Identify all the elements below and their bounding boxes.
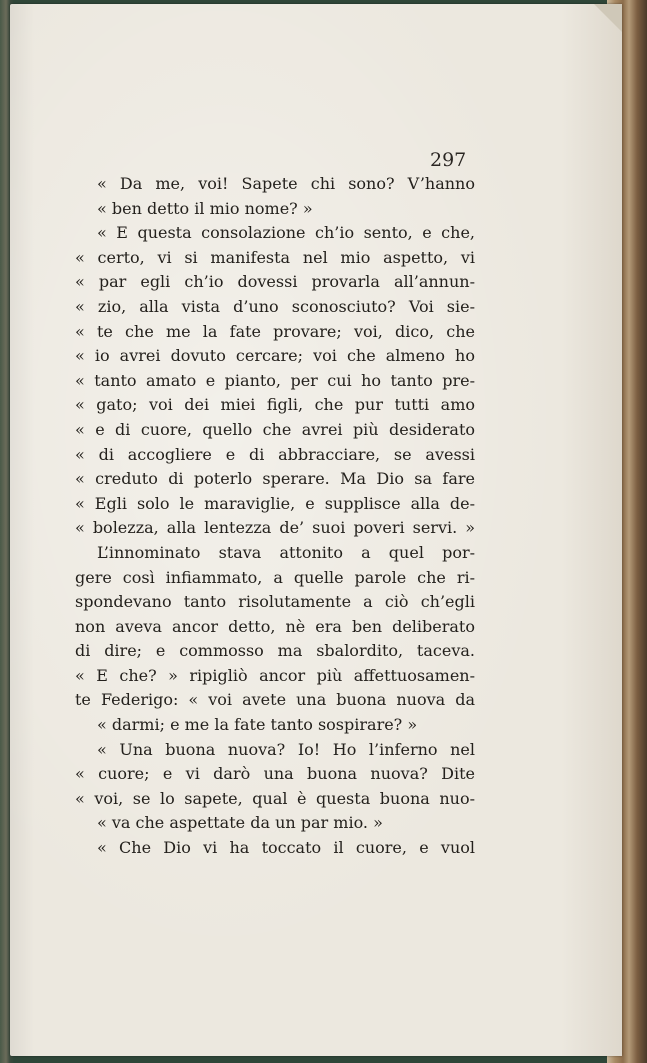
text-line: spondevano tanto risolutamente a ciò ch’egli	[75, 592, 475, 612]
page-number: 297	[430, 149, 467, 171]
page-sheet	[10, 4, 622, 1056]
text-line: « e di cuore, quello che avrei più desiderato	[75, 419, 475, 439]
text-line: L’innominato stava attonito a quel por-	[97, 542, 475, 562]
text-line: « Che Dio vi ha toccato il cuore, e vuol	[97, 838, 475, 858]
text-line: « ben detto il mio nome? »	[97, 198, 313, 218]
text-line: « gato; voi dei miei figli, che pur tutti amo	[75, 395, 475, 415]
text-line: « par egli ch’io dovessi provarla all’annun-	[75, 272, 475, 292]
text-line: « darmi; e me la fate tanto sospirare? »	[97, 715, 418, 735]
text-line: « E questa consolazione ch’io sento, e che,	[97, 223, 475, 243]
text-line: « io avrei dovuto cercare; voi che almeno ho	[75, 346, 475, 366]
text-line: « va che aspettate da un par mio. »	[97, 813, 383, 833]
text-line: non aveva ancor detto, nè era ben deliberato	[75, 616, 475, 636]
text-line: « cuore; e vi darò una buona nuova? Dite	[75, 764, 475, 784]
text-line: di dire; e commosso ma sbalordito, taceva.	[75, 641, 475, 661]
text-line: gere così infiammato, a quelle parole che ri-	[75, 567, 475, 587]
text-line: « Una buona nuova? Io! Ho l’inferno nel	[97, 739, 475, 759]
text-line: « certo, vi si manifesta nel mio aspetto, vi	[75, 247, 475, 267]
text-line: « Egli solo le maraviglie, e supplisce alla de-	[75, 493, 475, 513]
text-line: te Federigo: « voi avete una buona nuova da	[75, 690, 475, 710]
body-text	[75, 172, 475, 861]
text-line: « Da me, voi! Sapete chi sono? V’hanno	[97, 174, 475, 193]
text-line: « bolezza, alla lentezza de’ suoi poveri servi. »	[75, 518, 475, 538]
text-line: « voi, se lo sapete, qual è questa buona nuo-	[75, 788, 475, 808]
text-line: « tanto amato e pianto, per cui ho tanto pre-	[75, 370, 475, 390]
text-line: « di accogliere e di abbracciare, se avessi	[75, 444, 475, 464]
text-line: « te che me la fate provare; voi, dico, che	[75, 321, 475, 341]
text-line: « creduto di poterlo sperare. Ma Dio sa fare	[75, 469, 475, 489]
text-line: « zio, alla vista d’uno sconosciuto? Voi sie-	[75, 296, 475, 316]
folded-corner	[594, 4, 622, 32]
text-line: « E che? » ripigliò ancor più affettuosamen-	[75, 665, 475, 685]
